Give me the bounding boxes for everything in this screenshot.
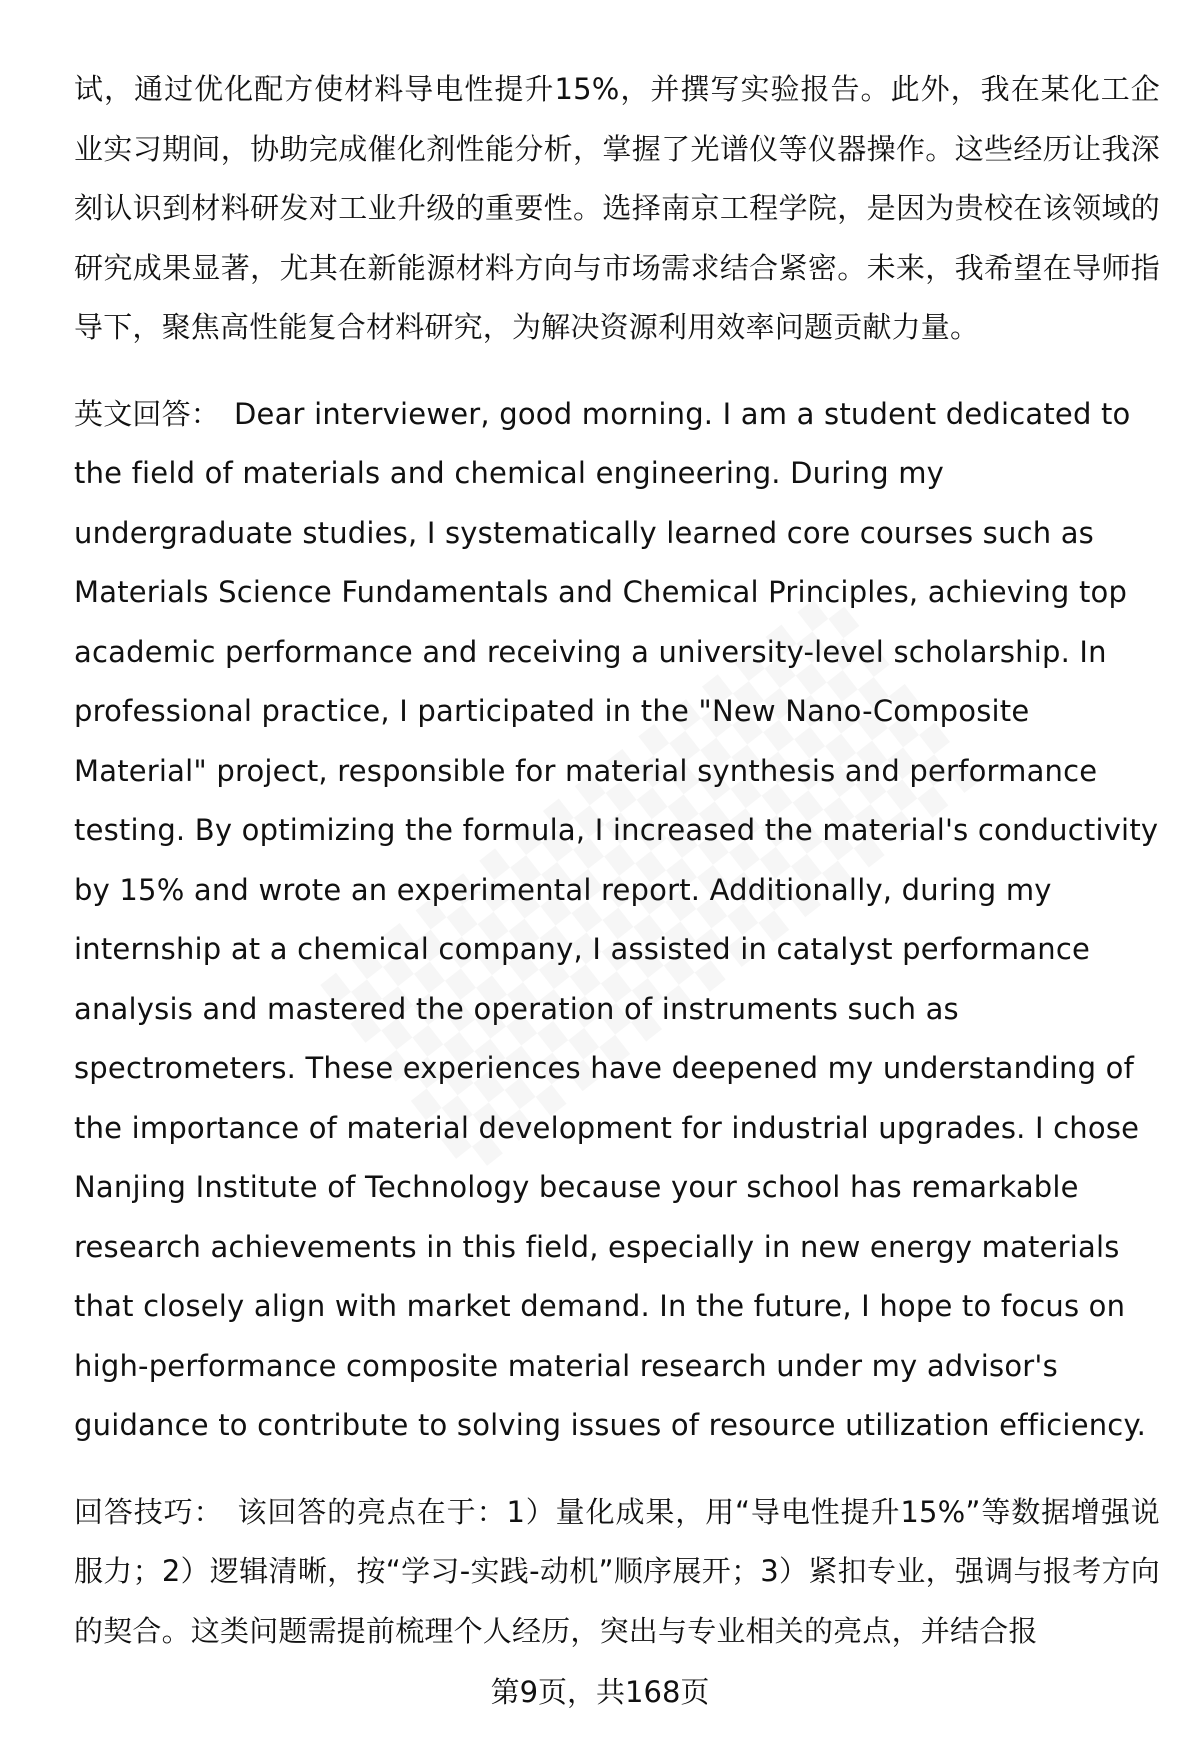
answer-tips [74, 1483, 1160, 1662]
document-page [74, 60, 1160, 1661]
english-answer-label: 英文回答： [74, 396, 221, 431]
answer-tips-text: 该回答的亮点在于：1）量化成果，用“导电性提升15%”等数据增强说服力；2）逻辑清晰，按“学习-实践-动机”顺序展开；3）紧扣专业，强调与报考方向的契合。这类问题需提前梳理个人经历，突出与专业相关的亮点，并结合报 [74, 1494, 1160, 1648]
english-answer [74, 385, 1160, 1456]
page-indicator: 第9页，共168页 [490, 1675, 710, 1709]
answer-tips-label: 回答技巧： [74, 1494, 224, 1529]
english-answer-text: Dear interviewer, good morning. I am a student dedicated to the field of materials and chemical engineering. During my undergraduate studies, I systematically learned core courses such as Materials Science Fundamentals and Chemical Principles, achieving top academic performance and receiving a university-level scholarship. In professional practice, I participated in the "New Nano-Composite Material" project, responsible for material synthesis and performance testing. By optimizing the formula, I increased the material's conductivity by 15% and wrote an experimental report. Additionally, during my internship at a chemical company, I assisted in catalyst performance analysis and mastered the operation of instruments such as spectrometers. These experiences have deepened my understanding of the importance of material development for industrial upgrades. I chose Nanjing Institute of Technology because your school has remarkable research achievements in this field, especially in new energy materials that closely align with market demand. In the future, I hope to focus on high-performance composite material research under my advisor's guidance to contribute to solving issues of resource utilization efficiency. [74, 396, 1159, 1442]
chinese-paragraph: 试，通过优化配方使材料导电性提升15%，并撰写实验报告。此外，我在某化工企业实习期间，协助完成催化剂性能分析，掌握了光谱仪等仪器操作。这些经历让我深刻认识到材料研发对工业升级的重要性。选择南京工程学院，是因为贵校在该领域的研究成果显著，尤其在新能源材料方向与市场需求结合紧密。未来，我希望在导师指导下，聚焦高性能复合材料研究，为解决资源利用效率问题贡献力量。 [74, 72, 1160, 344]
